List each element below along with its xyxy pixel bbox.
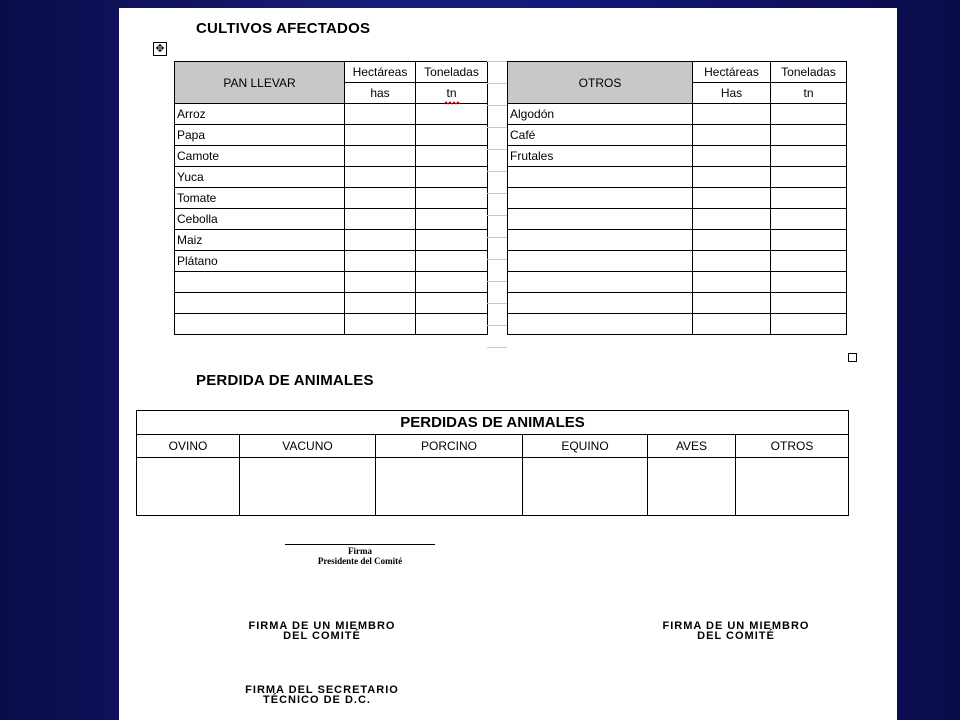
gap-gridline <box>487 171 507 172</box>
otros-row <box>508 188 847 209</box>
pan-llevar-hectareas-cell[interactable] <box>345 104 416 125</box>
pan-llevar-crop-name[interactable]: Plátano <box>175 251 345 272</box>
otros-toneladas-cell[interactable] <box>771 146 847 167</box>
pan-llevar-crop-name[interactable] <box>175 272 345 293</box>
pan-llevar-crop-name[interactable]: Tomate <box>175 188 345 209</box>
otros-crop-name[interactable] <box>508 314 693 335</box>
pan-llevar-toneladas-cell[interactable] <box>416 104 488 125</box>
gap-gridline <box>487 193 507 194</box>
gap-gridline <box>487 325 507 326</box>
otros-header: OTROS <box>508 62 693 104</box>
gap-gridline <box>487 127 507 128</box>
pan-llevar-toneladas-cell[interactable] <box>416 251 488 272</box>
otros-crop-name[interactable] <box>508 167 693 188</box>
pan-llevar-row <box>175 104 488 125</box>
otros-hectareas-cell[interactable] <box>693 230 771 251</box>
otros-toneladas-cell[interactable] <box>771 230 847 251</box>
animal-value-cell[interactable] <box>240 458 376 516</box>
crops-heading: CULTIVOS AFECTADOS <box>196 20 371 37</box>
pan-llevar-row <box>175 314 488 335</box>
otros-crop-name[interactable] <box>508 251 693 272</box>
pan-llevar-crop-name[interactable]: Papa <box>175 125 345 146</box>
firma-label: Firma <box>348 546 372 556</box>
pan-llevar-header: PAN LLEVAR <box>175 62 345 104</box>
pan-llevar-toneladas-cell[interactable] <box>416 167 488 188</box>
animal-column-header: AVES <box>648 435 736 458</box>
otros-hectareas-cell[interactable] <box>693 251 771 272</box>
otros-toneladas-cell[interactable] <box>771 188 847 209</box>
animals-heading: PERDIDA DE ANIMALES <box>196 372 374 389</box>
pan-llevar-row <box>175 230 488 251</box>
hectareas-unit: has <box>345 83 416 104</box>
pan-llevar-toneladas-cell[interactable] <box>416 146 488 167</box>
otros-row <box>508 251 847 272</box>
otros-toneladas-cell[interactable] <box>771 209 847 230</box>
otros-hectareas-cell[interactable] <box>693 272 771 293</box>
toneladas-column-header: Toneladas <box>416 62 488 83</box>
president-signature-line <box>285 544 435 545</box>
president-label: Presidente del Comité <box>317 556 403 566</box>
pan-llevar-hectareas-cell[interactable] <box>345 230 416 251</box>
otros-crop-name[interactable] <box>508 293 693 314</box>
member-left-signature-line1: FIRMA DE UN MIEMBRO <box>248 620 396 632</box>
animal-column-header: PORCINO <box>376 435 523 458</box>
pan-llevar-toneladas-cell[interactable] <box>416 272 488 293</box>
table-resize-handle[interactable] <box>848 353 857 362</box>
member-right-signature-line1: FIRMA DE UN MIEMBRO <box>662 620 810 632</box>
animal-value-cell[interactable] <box>523 458 648 516</box>
otros-crop-name[interactable]: Café <box>508 125 693 146</box>
otros-row <box>508 125 847 146</box>
otros-toneladas-cell[interactable] <box>771 293 847 314</box>
otros-header-row <box>508 62 847 83</box>
pan-llevar-table <box>174 61 488 335</box>
pan-llevar-toneladas-cell[interactable] <box>416 188 488 209</box>
spellcheck-underline-icon <box>444 101 460 105</box>
pan-llevar-row <box>175 293 488 314</box>
pan-llevar-hectareas-cell[interactable] <box>345 209 416 230</box>
otros-crop-name[interactable] <box>508 272 693 293</box>
secretary-signature-line1: FIRMA DEL SECRETARIO <box>245 684 399 696</box>
otros-hectareas-cell[interactable] <box>693 314 771 335</box>
gap-gridline <box>487 259 507 260</box>
gap-gridline <box>487 61 507 62</box>
animal-value-cell[interactable] <box>648 458 736 516</box>
pan-llevar-header-row <box>175 62 488 83</box>
otros-hectareas-cell[interactable] <box>693 125 771 146</box>
otros-row <box>508 104 847 125</box>
pan-llevar-row <box>175 251 488 272</box>
otros-crop-name[interactable] <box>508 188 693 209</box>
otros-hectareas-cell[interactable] <box>693 146 771 167</box>
otros-row <box>508 230 847 251</box>
member-left-signature-line2: DEL COMITÉ <box>283 630 361 642</box>
pan-llevar-toneladas-cell[interactable] <box>416 230 488 251</box>
otros-crop-name[interactable] <box>508 230 693 251</box>
pan-llevar-row <box>175 272 488 293</box>
gap-gridline <box>487 105 507 106</box>
otros-row <box>508 146 847 167</box>
otros-hectareas-cell[interactable] <box>693 167 771 188</box>
pan-llevar-crop-name[interactable]: Camote <box>175 146 345 167</box>
pan-llevar-row <box>175 188 488 209</box>
pan-llevar-crop-name[interactable] <box>175 293 345 314</box>
animal-losses-table <box>136 410 849 516</box>
pan-llevar-toneladas-cell[interactable] <box>416 125 488 146</box>
gap-gridline <box>487 149 507 150</box>
pan-llevar-crop-name[interactable]: Arroz <box>175 104 345 125</box>
otros-toneladas-cell[interactable] <box>771 272 847 293</box>
toneladas-unit: tn <box>416 83 488 104</box>
animal-value-cell[interactable] <box>736 458 849 516</box>
animal-column-header: EQUINO <box>523 435 648 458</box>
pan-llevar-row <box>175 146 488 167</box>
otros-toneladas-cell[interactable] <box>771 167 847 188</box>
animal-values-row <box>137 458 849 516</box>
pan-llevar-hectareas-cell[interactable] <box>345 272 416 293</box>
gap-gridline <box>487 303 507 304</box>
pan-llevar-hectareas-cell[interactable] <box>345 167 416 188</box>
animal-value-cell[interactable] <box>376 458 523 516</box>
gap-gridline <box>487 83 507 84</box>
otros-crop-name[interactable] <box>508 209 693 230</box>
hectareas-column-header: Hectáreas <box>345 62 416 83</box>
otros-toneladas-unit: tn <box>771 83 847 104</box>
animal-column-header: OVINO <box>137 435 240 458</box>
pan-llevar-toneladas-cell[interactable] <box>416 314 488 335</box>
otros-hectareas-cell[interactable] <box>693 293 771 314</box>
otros-row <box>508 293 847 314</box>
otros-hectareas-column-header: Hectáreas <box>693 62 771 83</box>
otros-hectareas-cell[interactable] <box>693 188 771 209</box>
pan-llevar-hectareas-cell[interactable] <box>345 251 416 272</box>
pan-llevar-toneladas-cell[interactable] <box>416 209 488 230</box>
otros-crop-name[interactable]: Algodón <box>508 104 693 125</box>
table-move-handle-icon[interactable]: ✥ <box>153 42 167 56</box>
gap-gridline <box>487 237 507 238</box>
pan-llevar-row <box>175 167 488 188</box>
pan-llevar-row <box>175 125 488 146</box>
otros-row <box>508 272 847 293</box>
pan-llevar-hectareas-cell[interactable] <box>345 293 416 314</box>
pan-llevar-hectareas-cell[interactable] <box>345 188 416 209</box>
otros-table <box>507 61 847 335</box>
otros-toneladas-cell[interactable] <box>771 104 847 125</box>
pan-llevar-hectareas-cell[interactable] <box>345 146 416 167</box>
pan-llevar-row <box>175 209 488 230</box>
pan-llevar-hectareas-cell[interactable] <box>345 314 416 335</box>
otros-row <box>508 314 847 335</box>
otros-hectareas-cell[interactable] <box>693 209 771 230</box>
pan-llevar-crop-name[interactable]: Cebolla <box>175 209 345 230</box>
animal-column-header: OTROS <box>736 435 849 458</box>
otros-row <box>508 167 847 188</box>
animal-losses-title: PERDIDAS DE ANIMALES <box>137 411 849 435</box>
gap-gridline <box>487 347 507 348</box>
animal-value-cell[interactable] <box>137 458 240 516</box>
pan-llevar-toneladas-cell[interactable] <box>416 293 488 314</box>
otros-toneladas-cell[interactable] <box>771 251 847 272</box>
otros-hectareas-cell[interactable] <box>693 104 771 125</box>
pan-llevar-crop-name[interactable] <box>175 314 345 335</box>
pan-llevar-crop-name[interactable]: Yuca <box>175 167 345 188</box>
animal-column-header: VACUNO <box>240 435 376 458</box>
pan-llevar-crop-name[interactable]: Maiz <box>175 230 345 251</box>
otros-crop-name[interactable]: Frutales <box>508 146 693 167</box>
secretary-signature-line2: TÉCNICO DE D.C. <box>263 694 371 706</box>
gap-gridline <box>487 215 507 216</box>
otros-toneladas-cell[interactable] <box>771 314 847 335</box>
member-right-signature-line2: DEL COMITÉ <box>697 630 775 642</box>
otros-toneladas-cell[interactable] <box>771 125 847 146</box>
otros-row <box>508 209 847 230</box>
otros-toneladas-column-header: Toneladas <box>771 62 847 83</box>
animal-columns-row <box>137 435 849 458</box>
pan-llevar-hectareas-cell[interactable] <box>345 125 416 146</box>
otros-hectareas-unit: Has <box>693 83 771 104</box>
gap-gridline <box>487 281 507 282</box>
